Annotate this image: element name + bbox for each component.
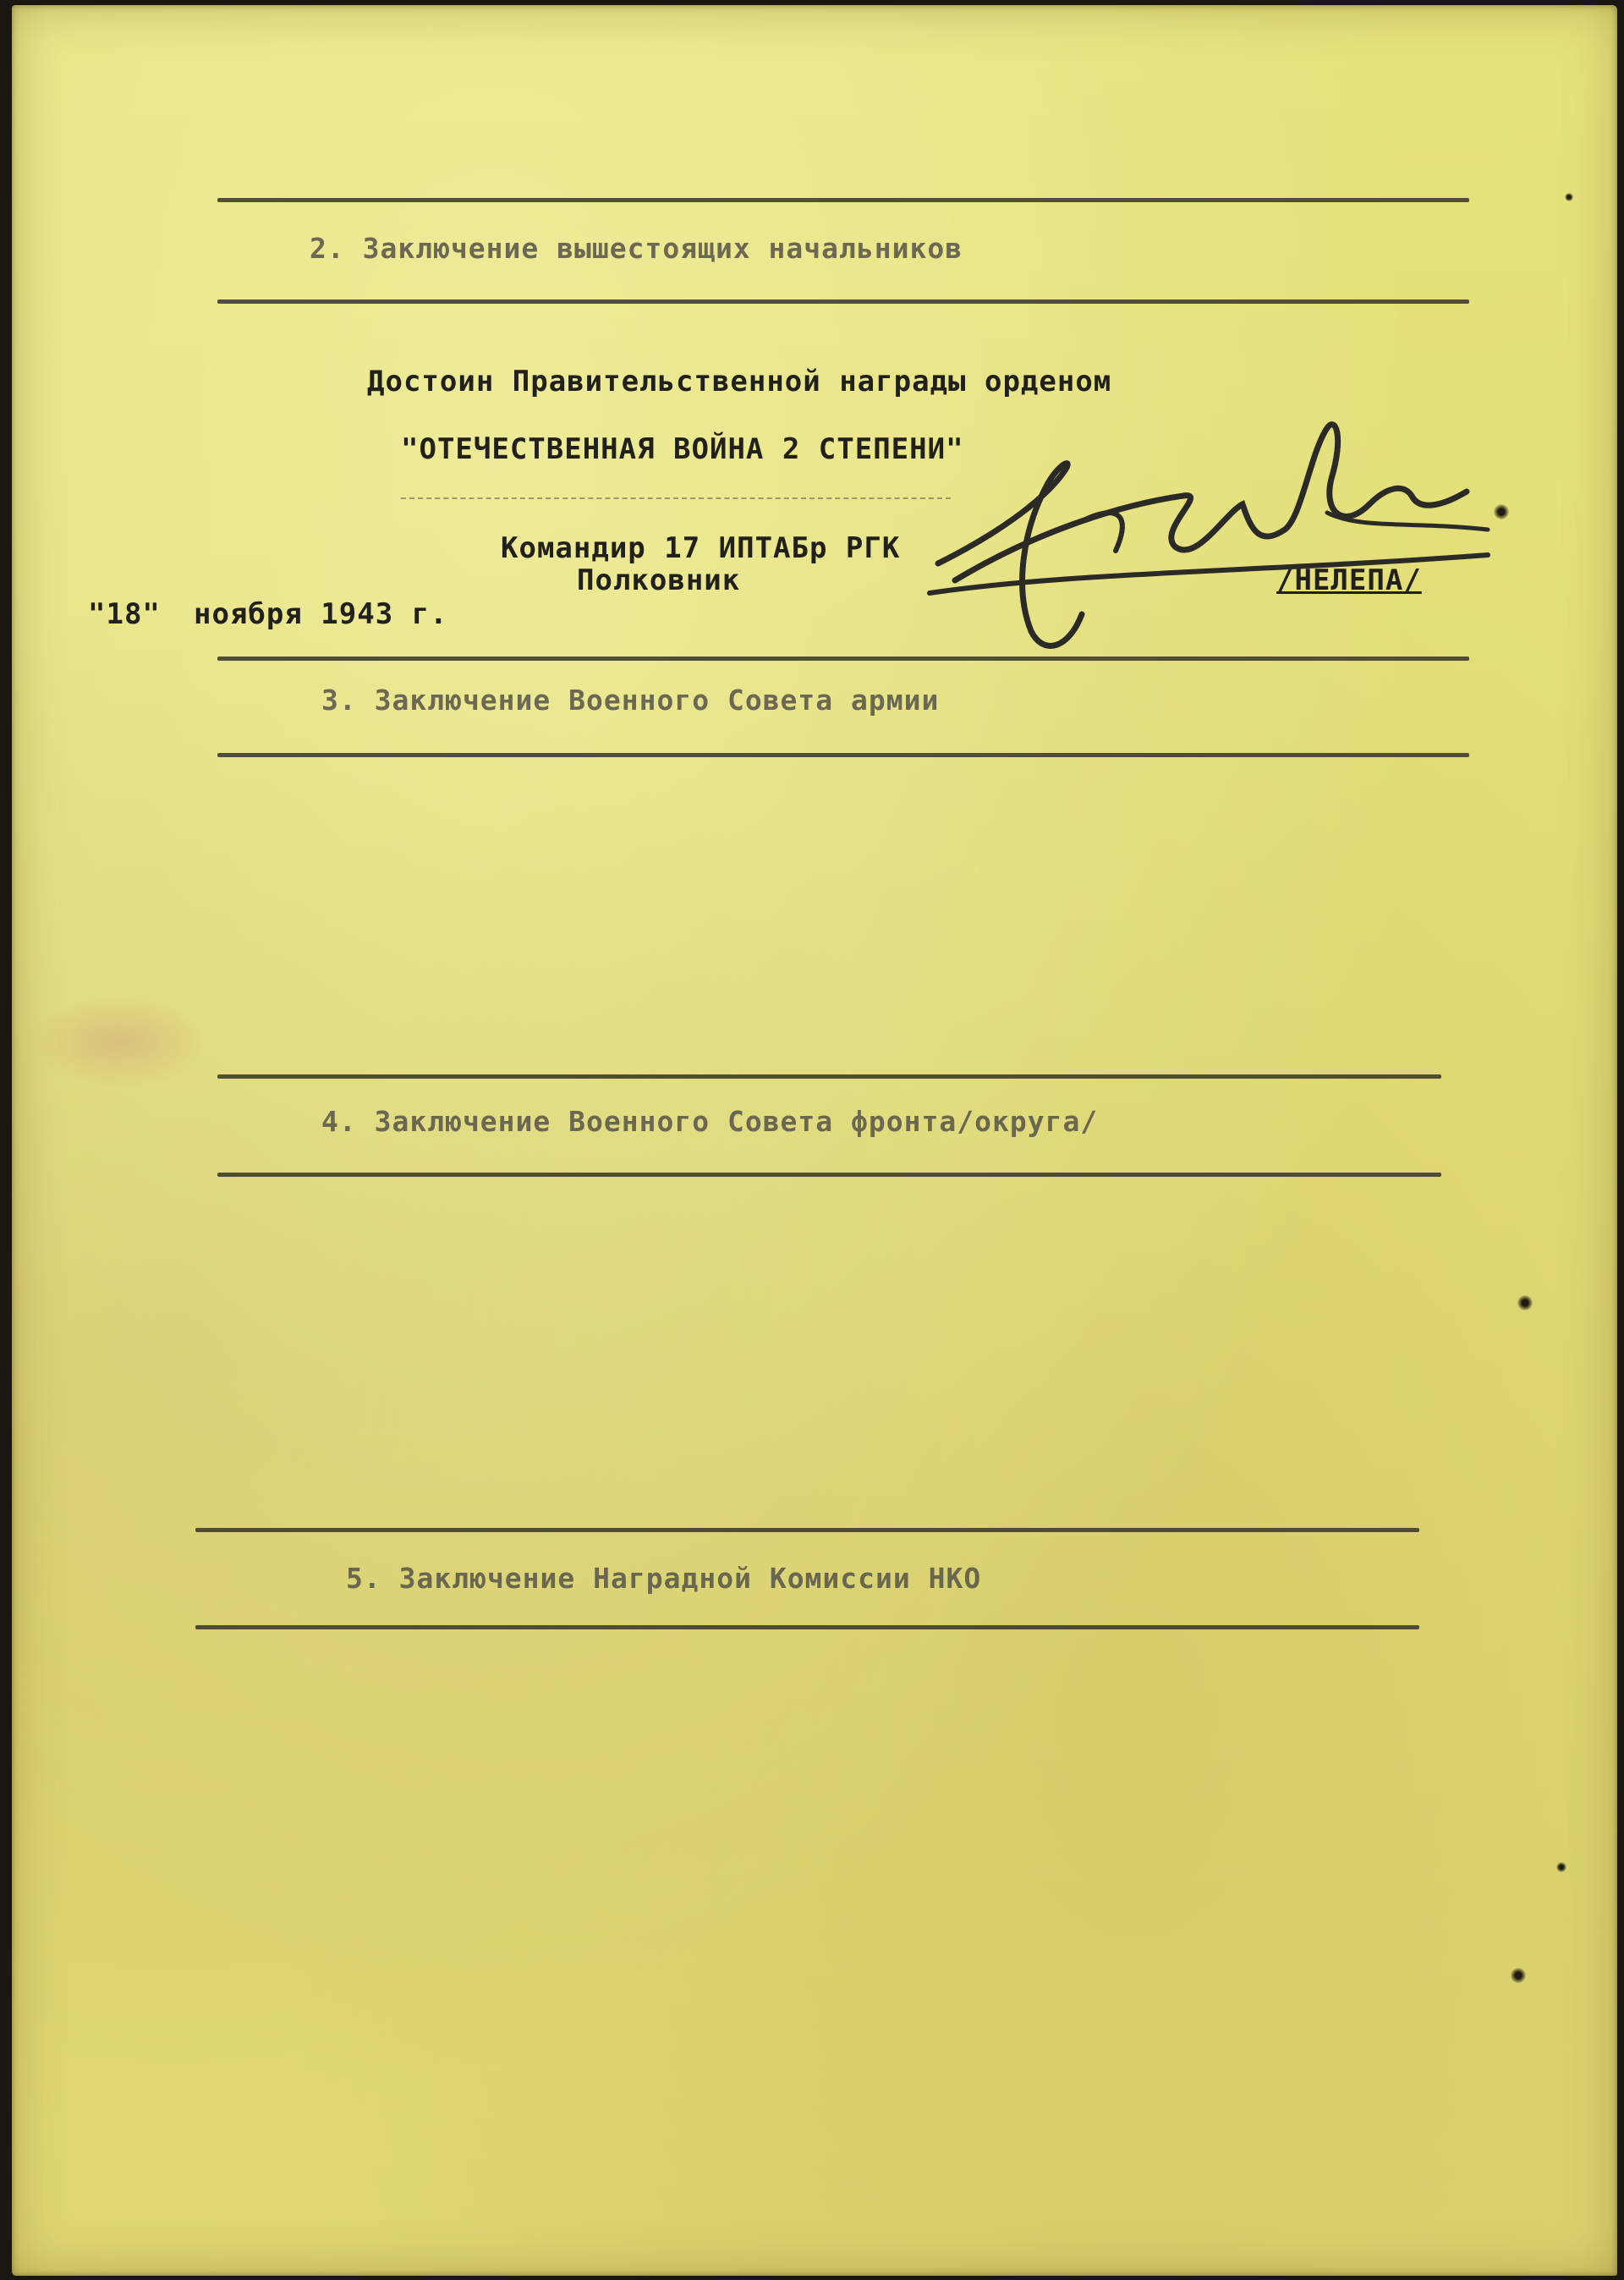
faded-stamp: [30, 995, 208, 1088]
rule-top-s4: [217, 1074, 1441, 1079]
signatory-name: /НЕЛЕПА/: [1276, 563, 1422, 597]
award-line-2: "ОТЕЧЕСТВЕННАЯ ВОЙНА 2 СТЕПЕНИ": [401, 432, 964, 466]
section-5-heading: 5. Заключение Наградной Комиссии НКО: [346, 1562, 982, 1595]
signatory-title: Командир 17 ИПТАБр РГК: [501, 531, 901, 565]
rule-bottom-s4: [217, 1173, 1441, 1177]
award-line-1: Достоин Правительственной награды орденом: [367, 365, 1112, 398]
punch-hole-1: [1565, 193, 1573, 201]
punch-hole-4: [1556, 1862, 1566, 1872]
date-day: "18": [88, 597, 161, 631]
rule-top-s2: [217, 198, 1469, 202]
signatory-rank: Полковник: [577, 563, 741, 597]
section-2-heading: 2. Заключение вышестоящих начальников: [310, 232, 963, 265]
section-3-heading: 3. Заключение Военного Совета армии: [321, 684, 940, 717]
document-page: [12, 5, 1617, 2276]
rule-bottom-s2: [217, 299, 1469, 304]
rule-top-s5: [195, 1528, 1419, 1532]
punch-hole-2: [1494, 504, 1509, 519]
rule-bottom-s5: [195, 1625, 1419, 1629]
punch-hole-3: [1517, 1295, 1533, 1310]
section-4-heading: 4. Заключение Военного Совета фронта/округа/: [321, 1105, 1099, 1138]
rule-top-s3: [217, 657, 1469, 661]
punch-hole-5: [1511, 1968, 1526, 1983]
rule-bottom-s3: [217, 753, 1469, 757]
dashed-underline: [401, 497, 951, 501]
handwritten-signature: [904, 403, 1496, 682]
date-month-year: ноября 1943 г.: [194, 597, 448, 631]
